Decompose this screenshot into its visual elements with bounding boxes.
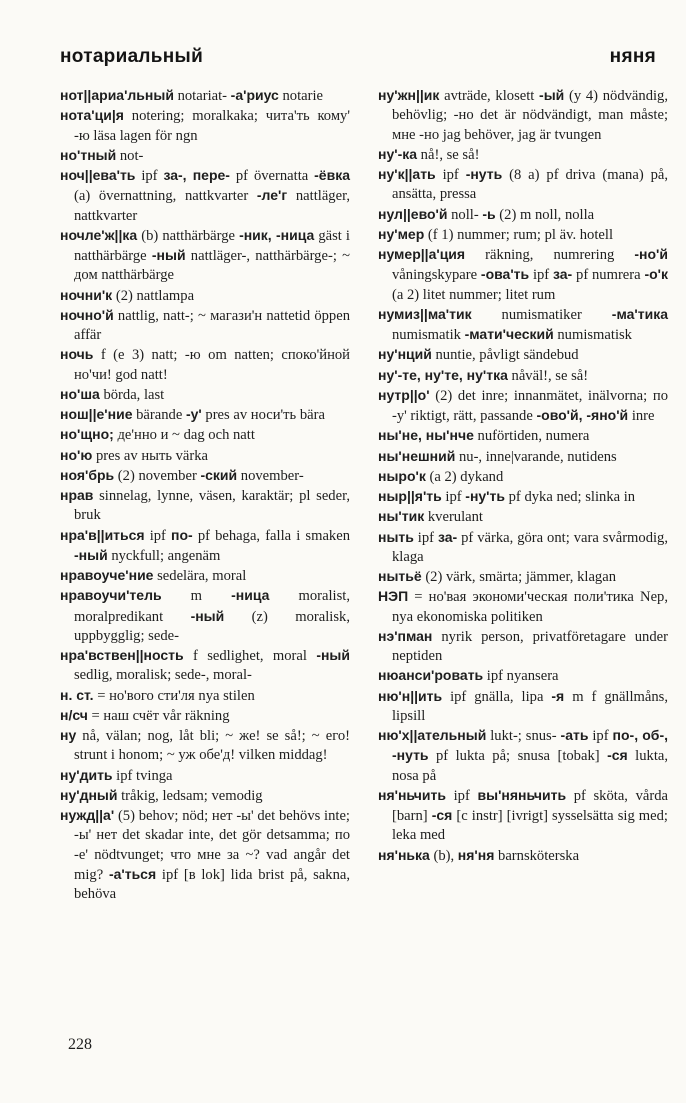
headword: за- <box>552 266 573 283</box>
headword: но'щно; <box>60 426 114 443</box>
headword: нравоучи'тель <box>60 587 162 604</box>
definition-text: pres av носи'ть bära <box>201 407 325 423</box>
headword: НЭП <box>378 588 409 605</box>
definition-text: (b) natthärbärge <box>137 227 240 244</box>
headword: ноч||ева'ть <box>60 167 136 183</box>
headword: ночно'й <box>60 306 114 323</box>
headword: ну'мер <box>378 225 425 242</box>
headword: ны'не, ны'нче <box>378 427 474 444</box>
headword: но'ю <box>60 446 93 463</box>
headword: н/сч <box>60 706 88 723</box>
headword: -ский <box>200 466 238 483</box>
headword: ню'х||ательный <box>378 727 487 743</box>
definition-text: nuntie, påvligt sändebud <box>431 347 579 364</box>
definition-text: (5) behov; nöd; нет -ы' det behövs inte; -ы' нет det skadar inte, det gör detsamma; по -е' nödtvunget; что мне за ~? vad angår det mig? <box>74 808 350 883</box>
definition-text: räkning, numrering <box>465 247 635 263</box>
dictionary-entry <box>378 567 668 587</box>
definition-text: ipf <box>413 529 438 546</box>
definition-text: barnsköterska <box>494 847 580 864</box>
headword: ночни'к <box>60 286 113 303</box>
headword: -но'й <box>634 246 668 262</box>
definition-text: noll- <box>447 206 483 223</box>
headword: -ово'й, -яно'й <box>536 407 629 423</box>
definition-text: f sedlighet, moral <box>183 648 317 664</box>
dictionary-entry <box>60 726 350 766</box>
definition-text: ipf <box>144 527 172 544</box>
headword: ну'нций <box>378 346 432 363</box>
dictionary-entry <box>378 165 668 205</box>
page-number: 228 <box>68 1036 92 1053</box>
left-column <box>60 86 350 904</box>
headword: ныть <box>378 528 414 545</box>
dictionary-entry <box>378 507 668 527</box>
running-head-left: нотариальный <box>60 46 204 67</box>
definition-text: ipf gnälla, lipa <box>442 688 552 705</box>
headword: ну'-те, ну'те, ну'тка <box>378 366 508 383</box>
definition-text: nuförtiden, numera <box>473 428 590 445</box>
headword: -ле'г <box>256 187 288 204</box>
dictionary-entry <box>378 366 668 386</box>
headword: -а'ться <box>108 865 157 882</box>
dictionary-entry <box>378 666 668 686</box>
definition-text: sedelära, moral <box>153 568 247 584</box>
dictionary-entry <box>60 405 350 425</box>
definition-text: våningskypare <box>392 267 481 284</box>
definition-text: tråkig, ledsam; vemodig <box>117 787 263 804</box>
definition-text: ipf <box>445 787 478 804</box>
headword: -ь <box>482 205 496 222</box>
headword: по-, об-, -нуть <box>392 727 669 764</box>
dictionary-entry <box>60 786 350 806</box>
headword: нот||ариа'льный <box>60 87 174 103</box>
definition-text: pf dyka ned; slinka in <box>504 489 636 505</box>
dictionary-entry <box>60 446 350 466</box>
definition-text: ipf <box>588 728 613 744</box>
dictionary-entry <box>60 686 350 706</box>
dictionary-entry <box>60 306 350 346</box>
headword: -у' <box>185 406 202 422</box>
headword: ну'жн||ик <box>378 87 440 103</box>
dictionary-entry <box>378 627 668 667</box>
definition-text: ipf tvinga <box>112 767 173 784</box>
running-head-right: няня <box>609 46 656 67</box>
headword: за-, пере- <box>163 167 230 183</box>
dictionary-entry <box>60 226 350 286</box>
definition-text: avträde, klosett <box>439 88 540 104</box>
headword: -ся <box>607 747 628 764</box>
definition-text: numismatiker <box>471 306 612 323</box>
definition-text: m <box>161 588 232 605</box>
right-column <box>378 86 668 866</box>
definition-text: (2) november <box>114 467 201 484</box>
definition-text: pf numrera <box>572 267 645 284</box>
dictionary-entry <box>60 706 350 726</box>
definition-text: (f 1) nummer; rum; pl äv. hotell <box>424 226 613 243</box>
dictionary-entry <box>378 726 668 786</box>
definition-text: = но'вого сти'ля nya stilen <box>93 687 255 704</box>
definition-text: ipf [в lok] lida brist på, sakna, behöva <box>74 866 350 902</box>
headword: -мати'ческий <box>464 326 554 342</box>
definition-text: bärande <box>132 407 186 423</box>
headword: -о'к <box>644 266 668 283</box>
definition-text: (a 2) dykand <box>425 468 504 485</box>
definition-text: pf behaga, falla i smaken <box>192 527 350 544</box>
definition-text: f (e 3) natt; -ю om natten; споко'йной но'чи! god natt! <box>74 347 350 383</box>
headword: вы'няньчить <box>477 786 567 803</box>
definition-text: nattläger-, natthärbärge-; ~ дом natthärbärge <box>74 248 350 284</box>
headword: -ница <box>231 587 270 604</box>
headword: ну'к||ать <box>378 166 436 182</box>
definition-text: pf övernatta <box>229 168 315 184</box>
headword: -нуть <box>465 166 503 182</box>
dictionary-entry <box>378 846 668 866</box>
headword: нутр||о' <box>378 386 430 403</box>
headword: ню'н||ить <box>378 687 443 704</box>
dictionary-entry <box>60 146 350 166</box>
definition-text: ipf <box>435 167 466 183</box>
definition-text: inre <box>628 408 655 424</box>
headword: -ый <box>539 87 565 103</box>
headword: -ный <box>74 546 108 563</box>
dictionary-entry <box>60 566 350 586</box>
headword: ноя'брь <box>60 466 115 483</box>
definition-text: nyckfull; angenäm <box>107 547 221 564</box>
dictionary-entry <box>378 467 668 487</box>
headword: -ный <box>190 607 225 624</box>
dictionary-entry <box>378 145 668 165</box>
definition-text: (a 2) litet nummer; litet rum <box>392 286 556 303</box>
headword: нравоуче'ние <box>60 567 154 583</box>
headword: по- <box>171 526 193 543</box>
headword: -ать <box>560 727 589 743</box>
headword: ны'тик <box>378 508 425 525</box>
headword: -а'риус <box>230 87 279 103</box>
dictionary-entry <box>378 345 668 365</box>
definition-text: ipf nyansera <box>483 668 559 685</box>
headword: нужд||а' <box>60 807 115 823</box>
definition-text: (2) nattlampa <box>112 287 195 304</box>
dictionary-entry <box>378 86 668 145</box>
dictionary-entry <box>378 528 668 568</box>
dictionary-entry <box>60 766 350 786</box>
headword: нумиз||ма'тик <box>378 305 472 322</box>
definition-text: (b), <box>429 847 458 864</box>
dictionary-entry <box>378 225 668 245</box>
headword: но'тный <box>60 146 117 163</box>
headword: нота'ци|я <box>60 107 124 124</box>
definition-text: pf lukta på; snusa [tobak] <box>428 748 608 765</box>
headword: нул||ево'й <box>378 205 448 222</box>
definition-text: pres av ныть värka <box>92 447 209 464</box>
headword: ныр||я'ть <box>378 488 442 504</box>
definition-text: lukt-; snus- <box>486 728 561 744</box>
definition-text: notarie <box>278 88 324 104</box>
definition-text: nattläger, nattkvarter <box>74 188 351 224</box>
definition-text: pf värka, göra ont; vara svårmodig, klaga <box>392 529 668 565</box>
definition-text: nåväl!, se så! <box>507 367 589 384</box>
headword: -ёвка <box>314 167 350 183</box>
definition-text: nu-, inne|varande, nutidens <box>455 448 617 465</box>
definition-text: nattlig, natt-; ~ магази'н nattetid öppen affär <box>74 307 350 343</box>
dictionary-entry <box>60 385 350 405</box>
definition-text: nå, välan; nog, låt bli; ~ же! se så!; ~ его! strunt i honom; ~ уж обе'д! vilken middag! <box>74 728 350 764</box>
dictionary-entry <box>60 586 350 646</box>
definition-text: (2) värk, smärta; jämmer, klagan <box>421 569 617 585</box>
dictionary-entry <box>60 526 350 567</box>
headword: ночь <box>60 346 94 363</box>
definition-text: де'нно и ~ dag och natt <box>113 427 255 444</box>
headword: -ова'ть <box>480 266 530 283</box>
dictionary-entry <box>378 245 668 305</box>
dictionary-entry <box>60 425 350 445</box>
definition-text: (a) övernattning, nattkvarter <box>74 188 257 205</box>
headword: нытьё <box>378 568 422 584</box>
headword: нош||е'ние <box>60 406 133 422</box>
definition-text: lukta, nosa på <box>392 748 668 784</box>
dictionary-entry <box>378 205 668 225</box>
dictionary-entry <box>60 86 350 106</box>
dictionary-entry <box>378 305 668 346</box>
headword: ну'дить <box>60 766 113 783</box>
definition-text: november- <box>237 467 304 484</box>
headword: за- <box>437 528 458 545</box>
headword: -ник, -ница <box>239 226 315 243</box>
dictionary-entry <box>60 646 350 686</box>
definition-text: nyrik person, privatföretagare under neptiden <box>392 628 668 664</box>
headword: ня'ня <box>457 846 495 863</box>
headword: -ся <box>431 807 453 823</box>
headword: -ну'ть <box>465 488 505 504</box>
definition-text: sinnelag, lynne, väsen, karaktär; pl seder, bruk <box>74 488 350 524</box>
dictionary-entry <box>60 106 350 146</box>
headword: нрав <box>60 487 94 503</box>
dictionary-entry <box>378 587 668 627</box>
definition-text: moralist, moralpredikant <box>74 588 350 625</box>
headword: -ный <box>151 247 186 263</box>
headword: ны'нешний <box>378 447 456 464</box>
dictionary-entry <box>378 786 668 846</box>
definition-text: (y 4) nödvändig, behövlig; -но det är nödvändigt, man måste; мне -но jag behöver, jag är tvungen <box>392 88 668 143</box>
definition-text: = наш счёт vår räkning <box>87 707 230 724</box>
definition-text: ipf <box>529 267 553 284</box>
definition-text: numismatik <box>392 327 465 343</box>
headword: ня'ньчить <box>378 786 446 803</box>
headword: ну <box>60 727 77 743</box>
headword: ныро'к <box>378 467 426 484</box>
definition-text: notariat- <box>173 88 231 104</box>
headword: -ный <box>316 647 350 663</box>
definition-text: (2) det inre; innanmätet, inälvorna; по -у' riktigt, rätt, passande <box>392 387 668 424</box>
headword: нра'в||иться <box>60 526 145 543</box>
definition-text: notering; moralkaka; чита'ть кому' -ю läsa lagen för ngn <box>74 108 350 144</box>
headword: -я <box>551 687 565 704</box>
headword: нюанси'ровать <box>378 667 484 684</box>
dictionary-entry <box>60 345 350 385</box>
headword: но'ша <box>60 385 100 402</box>
definition-text: (z) moralisk, uppbygglig; sede- <box>74 608 350 644</box>
headword: н. ст. <box>60 686 94 703</box>
dictionary-entry <box>378 487 668 507</box>
headword: нумер||а'ция <box>378 246 466 262</box>
definition-text: m f gnällmåns, lipsill <box>392 688 668 724</box>
definition-text: ipf <box>441 489 466 505</box>
dictionary-entry <box>60 166 350 226</box>
dictionary-entry <box>378 687 668 727</box>
headword: ну'-ка <box>378 145 418 162</box>
definition-text: kverulant <box>424 509 483 526</box>
definition-text: numismatisk <box>553 327 632 343</box>
headword: -ма'тика <box>611 305 668 322</box>
definition-text: börda, last <box>99 386 165 403</box>
definition-text: pf sköta, vårda [barn] <box>392 787 669 824</box>
definition-text: gäst i natthärbärge <box>74 227 350 264</box>
definition-text: nå!, se så! <box>417 146 480 163</box>
dictionary-entry <box>60 486 350 526</box>
definition-text: (8 a) pf driva (mana) på, ansätta, pressa <box>392 167 668 203</box>
headword: ня'нька <box>378 846 430 863</box>
dictionary-entry <box>60 806 350 904</box>
definition-text: [с instr] [ivrigt] sysselsätta sig med; leka med <box>392 808 668 844</box>
definition-text: (2) m noll, nolla <box>495 206 595 223</box>
dictionary-entry <box>378 386 668 427</box>
headword: ну'дный <box>60 786 118 803</box>
headword: нэ'пман <box>378 627 433 644</box>
dictionary-entry <box>60 466 350 486</box>
definition-text: not- <box>116 147 144 164</box>
definition-text: = но'вая экономи'ческая поли'тика Nep, nya ekonomiska politiken <box>392 589 668 625</box>
dictionary-entry <box>378 426 668 446</box>
definition-text: sedlig, moralisk; sede-, moral- <box>74 667 252 684</box>
definition-text: ipf <box>135 168 164 184</box>
headword: ночле'ж||ка <box>60 226 138 243</box>
dictionary-entry <box>60 286 350 306</box>
dictionary-entry <box>378 447 668 467</box>
headword: нра'вствен||ность <box>60 647 184 663</box>
